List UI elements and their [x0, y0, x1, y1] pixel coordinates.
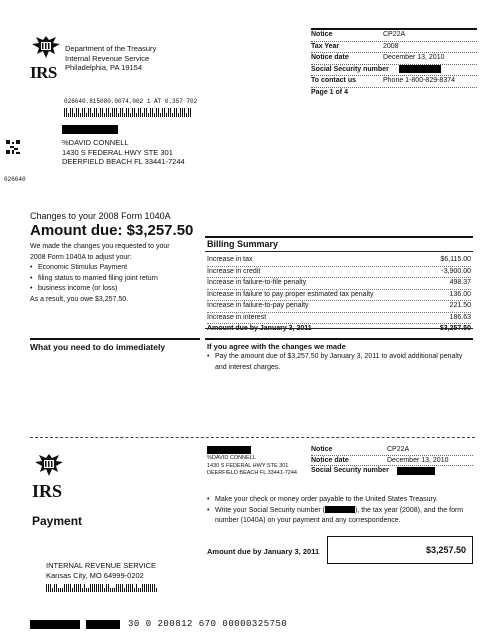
barcode-bar	[170, 108, 171, 117]
agency-address	[65, 44, 156, 73]
barcode-bar	[66, 584, 67, 592]
irs-wordmark: IRS	[30, 63, 57, 82]
barcode-bar	[120, 584, 121, 592]
barcode-bar	[162, 108, 163, 117]
barcode-bar	[146, 108, 147, 117]
barcode-bar	[132, 108, 133, 117]
billing-row-value: 221.50	[449, 302, 471, 309]
barcode-bar	[86, 113, 87, 118]
barcode-bar	[184, 108, 185, 117]
barcode-bar	[88, 108, 89, 117]
voucher-addressee	[207, 455, 297, 478]
barcode-bar	[76, 108, 77, 117]
barcode-bar	[60, 588, 61, 592]
voucher-date-value: December 13, 2010	[387, 456, 449, 464]
addressee-block	[62, 138, 185, 167]
voucher-irs-wordmark: IRS	[32, 481, 63, 501]
barcode-bar	[126, 584, 127, 592]
barcode-bar	[108, 584, 109, 592]
barcode-bar	[80, 113, 81, 118]
eagle-icon	[30, 34, 62, 60]
barcode-bar	[102, 584, 103, 592]
agency-line-1: Department of the Treasury	[65, 44, 157, 53]
irs-logo	[30, 34, 62, 82]
billing-title-rule	[205, 251, 473, 252]
remit-postal-barcode	[46, 584, 157, 592]
barcode-bar	[138, 588, 139, 592]
qr-code	[6, 140, 20, 154]
barcode-bar	[50, 584, 51, 592]
voucher-name-redaction	[207, 446, 251, 454]
instruction-bullet	[207, 506, 475, 527]
barcode-bar	[182, 108, 183, 117]
barcode-bar	[118, 113, 119, 118]
barcode-bar	[64, 584, 65, 592]
scanline-redaction-2	[86, 620, 120, 629]
barcode-bar	[150, 108, 151, 117]
billing-row	[207, 267, 471, 279]
voucher-date-row	[311, 456, 473, 467]
barcode-bar	[100, 584, 101, 592]
scanline-text: 30 0 200812 670 00000325750	[128, 619, 288, 629]
billing-total-label: Amount due by January 3, 2011	[207, 325, 312, 332]
billing-table	[207, 255, 471, 335]
billing-top-rule	[205, 236, 473, 238]
barcode-bar	[168, 108, 169, 117]
barcode-bar	[110, 113, 111, 118]
name-redaction	[62, 125, 118, 134]
barcode-bar	[90, 108, 91, 117]
billing-row	[207, 301, 471, 313]
barcode-bar	[130, 584, 131, 592]
instruction-text-b: ), the tax year (2008), and the form	[354, 506, 464, 514]
voucher-notice-row	[311, 445, 473, 456]
barcode-bar	[156, 588, 157, 592]
barcode-bar	[90, 584, 91, 592]
barcode-bar	[176, 108, 177, 117]
voucher-notice-label: Notice	[311, 446, 333, 453]
barcode-bar	[122, 584, 123, 592]
barcode-bar	[72, 588, 73, 592]
billing-row	[207, 313, 471, 325]
barcode-bar	[134, 588, 135, 592]
barcode-bar	[154, 584, 155, 592]
scanline-redaction-1	[30, 620, 80, 629]
barcode-bar	[140, 588, 141, 592]
barcode-bar	[104, 113, 105, 118]
barcode-bar	[70, 108, 71, 117]
notice-date-value: December 13, 2010	[383, 54, 445, 61]
agency-line-3: Philadelphia, PA 19154	[65, 63, 143, 72]
adjustment-item: • filing status to married filing joint return	[30, 274, 200, 285]
barcode-bar	[186, 113, 187, 118]
barcode-bar	[128, 108, 129, 117]
barcode-bar	[178, 113, 179, 118]
voucher-addressee-line-2: 1430 S FEDERAL HWY STE 301	[207, 462, 289, 469]
voucher-due-label: Amount due by January 3, 2011	[207, 547, 320, 556]
voucher-notice-table	[311, 445, 473, 476]
voucher-notice-value: CP22A	[387, 446, 410, 453]
barcode-bar	[54, 584, 55, 592]
side-code: 026640	[4, 176, 26, 183]
barcode-bar	[70, 584, 71, 592]
payment-title: Payment	[32, 514, 83, 528]
notice-row	[311, 30, 477, 42]
barcode-bar	[74, 584, 75, 592]
barcode-bar	[156, 108, 157, 117]
voucher-addressee-line-3: DEERFIELD BEACH FL 33441-7244	[207, 470, 297, 476]
summary-body	[30, 242, 200, 305]
barcode-bar	[164, 108, 165, 117]
addressee-line-1: %DAVID CONNELL	[62, 138, 129, 147]
page-number: Page 1 of 4	[311, 88, 348, 96]
barcode-bar	[188, 108, 189, 117]
ssn-redaction	[399, 65, 441, 73]
adjustment-list	[30, 263, 200, 295]
contact-value: Phone 1-800-829-8374	[383, 77, 456, 84]
barcode-bar	[100, 108, 101, 117]
barcode-bar	[174, 108, 175, 117]
barcode-bar	[190, 108, 191, 117]
todo-heading: What you need to do immediately	[30, 342, 166, 352]
barcode-bar	[94, 584, 95, 592]
todo-right-rule	[205, 338, 473, 340]
billing-row-label: Increase in failure-to-pay penalty	[207, 302, 309, 309]
barcode-bar	[140, 108, 141, 117]
barcode-bar	[124, 113, 125, 118]
barcode-bar	[84, 584, 85, 592]
barcode-bar	[64, 108, 65, 117]
barcode-bar	[150, 584, 151, 592]
barcode-bar	[82, 588, 83, 592]
barcode-bar	[68, 113, 69, 118]
barcode-bar	[106, 584, 107, 592]
barcode-bar	[110, 588, 111, 592]
remit-address	[46, 561, 156, 580]
barcode-bar	[76, 584, 77, 592]
barcode-bar	[148, 584, 149, 592]
notice-value: CP22A	[383, 31, 406, 38]
barcode-bar	[58, 588, 59, 592]
billing-row-value: 498.37	[449, 279, 471, 286]
billing-row-label: Increase in tax	[207, 256, 253, 263]
voucher-date-label: Notice date	[311, 456, 349, 464]
barcode-bar	[56, 584, 57, 592]
barcode-bar	[142, 113, 143, 118]
agree-body	[207, 352, 473, 373]
notice-top-rule	[311, 28, 477, 30]
agree-heading: If you agree with the changes we made	[207, 342, 346, 351]
adjustment-item: • Economic Stimulus Payment	[30, 263, 200, 274]
barcode-bar	[114, 588, 115, 592]
barcode-bar	[114, 108, 115, 117]
barcode-bar	[142, 584, 143, 592]
notice-date-label: Notice date	[311, 54, 349, 61]
barcode-bar	[144, 108, 145, 117]
billing-row-value: $6,115.00	[440, 256, 471, 263]
changes-subtitle: Changes to your 2008 Form 1040A	[30, 211, 171, 221]
notice-info-table	[311, 30, 477, 98]
barcode-bar	[82, 108, 83, 117]
barcode-bar	[106, 108, 107, 117]
billing-total-row	[207, 324, 471, 335]
barcode-bar	[86, 588, 87, 592]
barcode-bar	[120, 108, 121, 117]
barcode-bar	[124, 588, 125, 592]
barcode-bar	[166, 113, 167, 118]
barcode-bar	[158, 108, 159, 117]
notice-label: Notice	[311, 31, 333, 38]
barcode-bar	[78, 108, 79, 117]
barcode-bar	[108, 108, 109, 117]
todo-left-rule	[30, 338, 200, 340]
barcode-bar	[92, 584, 93, 592]
voucher-addressee-line-1: %DAVID CONNELL	[207, 455, 256, 461]
billing-row	[207, 290, 471, 302]
billing-bottom-rule	[205, 328, 473, 329]
barcode-bar	[66, 108, 67, 117]
eagle-icon	[32, 452, 66, 478]
agree-text-2: and interest charges.	[215, 363, 281, 371]
billing-row-value: 136.00	[449, 290, 471, 298]
barcode-bar	[160, 113, 161, 118]
barcode-bar	[98, 584, 99, 592]
billing-row	[207, 278, 471, 290]
billing-total-value: $3,257.50	[439, 325, 471, 332]
agree-bullet	[207, 352, 473, 373]
ssn-row	[311, 65, 477, 77]
agree-text-1: Pay the amount due of $3,257.50 by January 3, 2011 to avoid additional penalty	[215, 353, 463, 360]
barcode-bar	[112, 588, 113, 592]
barcode-bar	[144, 584, 145, 592]
notice-date-row	[311, 53, 477, 65]
voucher-irs-logo	[32, 452, 68, 501]
barcode-bar	[78, 584, 79, 592]
adjustment-item: • business income (or loss)	[30, 284, 200, 295]
barcode-bar	[152, 584, 153, 592]
addressee-line-2: 1430 S FEDERAL HWY STE 301	[62, 147, 173, 157]
voucher-ssn-label: Social Security number	[311, 467, 389, 474]
contact-row	[311, 76, 477, 88]
barcode-bar	[146, 584, 147, 592]
barcode-bar	[80, 584, 81, 592]
billing-row-label: Increase in interest	[207, 313, 267, 321]
remit-line-2: Kansas City, MO 64999-0202	[46, 570, 144, 580]
barcode-bar	[130, 113, 131, 118]
barcode-bar	[148, 113, 149, 118]
voucher-due-value: $3,257.50	[425, 545, 466, 555]
tax-year-row	[311, 42, 477, 54]
amount-due-heading: Amount due: $3,257.50	[30, 222, 194, 239]
instruction-text-c: number (1040A) on your payment and any correspondence.	[215, 517, 401, 524]
barcode-bar	[48, 584, 49, 592]
barcode-bar	[172, 113, 173, 118]
summary-intro-1: We made the changes you requested to your	[30, 243, 170, 250]
barcode-bar	[180, 108, 181, 117]
billing-row-label: Increase in failure to pay proper estimated tax penalty	[207, 290, 374, 298]
mail-code: 026640.815080.0074.002 1 AT 0.357 702	[64, 98, 198, 105]
barcode-bar	[104, 588, 105, 592]
barcode-bar	[152, 108, 153, 117]
tax-year-value: 2008	[383, 42, 399, 50]
ssn-label: Social Security number	[311, 65, 389, 73]
barcode-bar	[52, 588, 53, 592]
barcode-bar	[132, 584, 133, 592]
instruction-bullet: • Make your check or money order payable to the United States Treasury.	[207, 495, 475, 506]
summary-intro-2: 2008 Form 1040A to adjust your:	[30, 253, 132, 261]
voucher-ssn-redaction	[397, 467, 435, 475]
barcode-bar	[136, 113, 137, 118]
contact-label: To contact us	[311, 77, 356, 84]
barcode-bar	[122, 108, 123, 117]
summary-result: As a result, you owe $3,257.50.	[30, 295, 129, 303]
barcode-bar	[94, 108, 95, 117]
billing-row-label: Increase in credit	[207, 267, 261, 275]
barcode-bar	[84, 108, 85, 117]
barcode-bar	[112, 108, 113, 117]
barcode-bar	[128, 584, 129, 592]
barcode-bar	[72, 108, 73, 117]
barcode-bar	[136, 584, 137, 592]
barcode-bar	[96, 584, 97, 592]
barcode-bar	[88, 588, 89, 592]
tear-line	[30, 437, 475, 438]
barcode-bar	[68, 584, 69, 592]
barcode-bar	[92, 113, 93, 118]
barcode-bar	[102, 108, 103, 117]
barcode-bar	[118, 584, 119, 592]
barcode-bar	[134, 108, 135, 117]
amount-enclosed-box	[327, 536, 473, 564]
barcode-bar	[46, 584, 47, 592]
barcode-bar	[74, 113, 75, 118]
payment-instructions	[207, 495, 475, 527]
billing-title: Billing Summary	[207, 239, 279, 249]
barcode-bar	[116, 584, 117, 592]
postal-barcode	[64, 108, 191, 117]
billing-row-value: -3,900.00	[441, 267, 471, 275]
billing-row	[207, 255, 471, 267]
barcode-bar	[126, 108, 127, 117]
barcode-bar	[138, 108, 139, 117]
barcode-bar	[116, 108, 117, 117]
billing-row-label: Increase in failure-to-file penalty	[207, 279, 307, 286]
agency-line-2: Internal Revenue Service	[65, 53, 150, 63]
addressee-line-3: DEERFIELD BEACH FL 33441-7244	[62, 157, 185, 166]
instruction-text-a: Write your Social Security number (	[215, 506, 325, 514]
billing-row-value: 186.63	[449, 313, 471, 321]
barcode-bar	[98, 113, 99, 118]
barcode-bar	[154, 113, 155, 118]
tax-year-label: Tax Year	[311, 42, 340, 50]
instruction-ssn-redaction	[325, 506, 355, 513]
voucher-ssn-row	[311, 466, 473, 476]
barcode-bar	[62, 588, 63, 592]
barcode-bar	[96, 108, 97, 117]
remit-line-1: INTERNAL REVENUE SERVICE	[46, 561, 157, 570]
